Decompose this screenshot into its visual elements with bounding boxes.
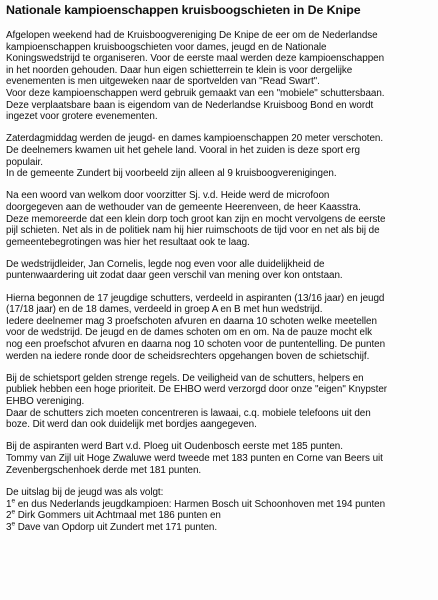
result-items [6,499,432,534]
text-line: kampioenschappen kruisboogschieten voor dames, jeugd en de Nationale [6,41,327,53]
text-line: Zaterdagmiddag werden de jeugd- en dames kampioenschappen 20 meter verschoten. [6,133,384,145]
text-line: puntenwaardering uit zodat daar geen verschil van mening over kon ontstaan. [6,270,343,282]
paragraph-1 [6,30,432,123]
results-intro: De uitslag bij de jeugd was als volgt: [6,486,164,498]
text-line: doorgegeven aan de wethouder van de gemeente Heerenveen, de heer Kaasstra. [6,201,361,213]
text-line: (17/18 jaar) en de 18 dames, verdeeld in groep A en B met hun wedstrijd. [6,304,323,316]
text-line: Na een woord van welkom door voorzitter Sj. v.d. Heide werd de microfoon [6,190,330,202]
result-rank: 2 [6,510,12,522]
text-line: populair. [6,156,43,168]
paragraph-5 [6,293,432,363]
result-text: Dirk Gommers uit Achtmaal met 186 punten en [15,510,221,522]
result-rank-suffix: e [11,509,16,517]
result-text: en dus Nederlands jeugdkampioen: Harmen Bosch uit Schoonhoven met 194 punten [15,498,386,510]
text-line: Deze verplaatsbare baan is eigendom van de Nederlandse Kruisboog Bond en wordt [6,99,374,111]
paragraph-3 [6,190,432,248]
text-line: voor de wedstrijd. De jeugd en de dames schoten om en om. Na de pauze mocht elk [6,327,373,339]
result-rank-suffix: e [11,520,16,528]
text-line: De deelnemers kwamen uit het gehele land. Vooral in het zuiden is deze sport erg [6,144,360,156]
text-line: Tommy van Zijl uit Hoge Zwaluwe werd tweede met 183 punten en Corne van Beers uit [6,452,383,464]
text-line: Koningswedstrijd te organiseren. Voor de eerste maal werden deze kampioenschappen [6,53,385,65]
text-line: Zevenbergschenhoek derde met 181 punten. [6,464,202,476]
result-text: Dave van Opdorp uit Zundert met 171 punten. [15,522,218,534]
text-line: in het noorden gehouden. Daar hun eigen schietterrein te klein is voor dergelijke [6,64,353,76]
paragraph-7 [6,441,432,476]
result-item [6,510,432,522]
result-item [6,522,432,534]
text-line: pijl schieten. Net als in de politiek nam hij hier ruimschoots de tijd voor en net als bij de [6,225,380,237]
paragraph-2 [6,133,432,179]
text-line: In de gemeente Zundert bij voorbeeld zijn alleen al 9 kruisboogverenigingen. [6,168,337,180]
text-line: Deze memoreerde dat een klein dorp toch groot kan zijn en mocht vervolgens de eerste [6,213,386,225]
result-rank: 1 [6,498,12,510]
article-body [6,30,432,476]
paragraph-6 [6,373,432,431]
text-line: nog een proefschot afvuren en daarna nog 10 schoten voor de puntentelling. De punten [6,339,386,351]
text-line: evenementen is men uitgeweken naar de sportvelden van "Read Swart". [6,76,320,88]
results-list [6,487,432,534]
text-line: De wedstrijdleider, Jan Cornelis, legde nog even voor alle duidelijkheid de [6,258,325,270]
text-line: Iedere deelnemer mag 3 proefschoten afvuren en daarna 10 schoten welke meetellen [6,315,377,327]
text-line: ingezet voor grotere evenementen. [6,111,158,123]
article-title: Nationale kampioenschappen kruisboogschieten in De Knipe [6,3,361,17]
text-line: Voor deze kampioenschappen werd gebruik gemaakt van een "mobiele" schuttersbaan. [6,87,385,99]
text-line: publiek hebben een hoge prioriteit. De EHBO werd verzorgd door onze "eigen" Knypster [6,384,388,396]
text-line: werden na iedere ronde door de scheidsrechters opgehangen boven de schietschijf. [6,350,370,362]
text-line: Bij de aspiranten werd Bart v.d. Ploeg uit Oudenbosch eerste met 185 punten. [6,441,343,453]
text-line: Daar de schutters zich moeten concentreren is lawaai, c.q. mobiele telefoons uit den [6,407,371,419]
text-line: Afgelopen weekend had de Kruisboogvereniging De Knipe de eer om de Nederlandse [6,30,378,41]
text-line: boze. Dit werd dan ook duidelijk met bordjes aangegeven. [6,419,257,431]
result-item [6,499,432,511]
text-line: Bij de schietsport gelden strenge regels. De veiligheid van de schutters, helpers en [6,372,364,384]
text-line: Hierna begonnen de 17 jeugdige schutters, verdeeld in aspiranten (13/16 jaar) en jeugd [6,292,385,304]
result-rank-suffix: e [11,497,16,505]
text-line: EHBO vereniging. [6,396,85,407]
paragraph-4 [6,259,432,282]
text-line: gemeentebegrotingen was hier het resultaat ook te laag. [6,236,250,248]
result-rank: 3 [6,522,12,534]
